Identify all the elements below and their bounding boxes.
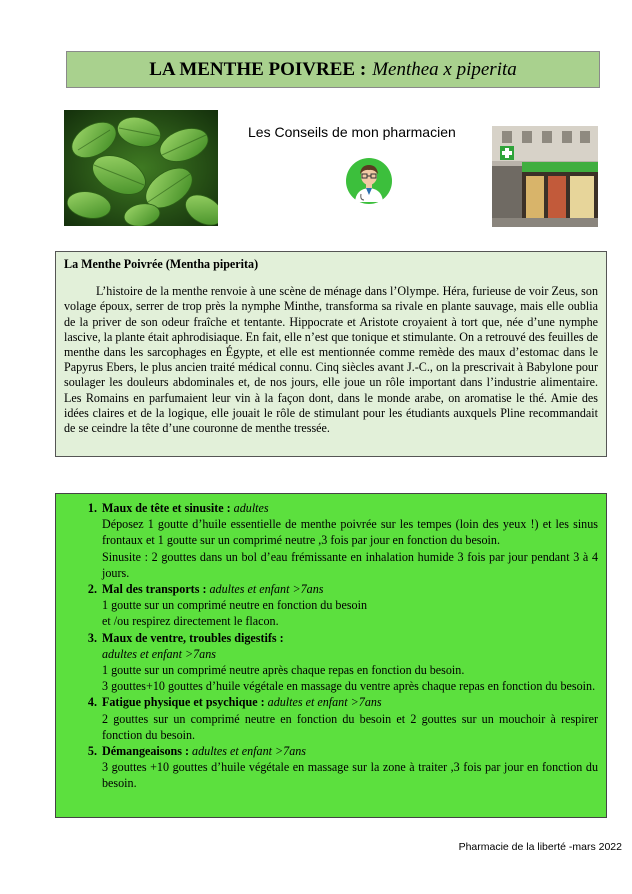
advice-item-travel <box>100 581 598 630</box>
history-text: L’histoire de la menthe renvoie à une scène de ménage dans l’Olympe. Héra, furieuse de voir Zeus, son volage époux, serrer de trop près la nymphe Minthe, transforma sa rivale en plante sauvage, mais elle oublia de la priver de son odeur fraîche et tentante. Hippocrate et Aristote croyaient à tort que, née d’une nymphe lascive, la plante était aphrodisiaque. En fait, elle n’est que tonique et stimulante. On a retrouvé des feuilles de menthe dans les sarcophages en Égypte, et elle est mentionnée comme remède des maux d’estomac dans le Papyrus Ebers, le plus ancien traité médical connu. Cinq siècles avant J.-C., on la prescrivait à Babylone pour soulager les douleurs abdominales et, de nos jours, elle joue un rôle important dans l’industrie alimentaire. Les Romains en parfumaient leur vin à la façon dont, dans le monde arabe, on aromatise le thé. Amie des idées claires et de la logique, elle jouait le rôle de stimulant pour les étudiants auxquels Pline recommandait de se ceindre la tête d’une couronne de menthe tressée. <box>64 284 598 436</box>
advice-item-digestive <box>100 630 598 695</box>
advice-item-itching <box>100 743 598 792</box>
advice-line: Sinusite : 2 gouttes dans un bol d’eau frémissante en inhalation humide 3 fois par jour pendant 3 à 4 jours. <box>102 549 598 580</box>
advice-audience: adultes et enfant >7ans <box>267 695 382 710</box>
advice-heading: Démangeaisons : <box>102 744 190 759</box>
advice-line: 1 goutte sur un comprimé neutre en fonction du besoin <box>102 598 367 613</box>
advice-line: 1 goutte sur un comprimé neutre après chaque repas en fonction du besoin. <box>102 663 465 678</box>
advice-line: 3 gouttes+10 gouttes d’huile végétale en massage du ventre après chaque repas en fonction du besoin. <box>102 679 596 694</box>
mint-leaves-photo <box>64 110 218 226</box>
footer-credit: Pharmacie de la liberté -mars 2022 <box>458 841 622 853</box>
advice-audience: adultes et enfant >7ans <box>102 646 216 661</box>
pharmacist-avatar-icon <box>346 158 392 204</box>
advice-heading: Maux de tête et sinusite : <box>102 501 231 515</box>
tagline: Les Conseils de mon pharmacien <box>248 124 456 140</box>
advice-list <box>56 500 598 792</box>
advice-line: 3 gouttes +10 gouttes d’huile végétale en massage sur la zone à traiter ,3 fois par jour en fonction du besoin. <box>102 760 598 791</box>
scientific-name: Menthea x piperita <box>372 58 517 80</box>
advice-heading: Mal des transports : <box>102 582 207 597</box>
page-title: LA MENTHE POIVREE : <box>149 58 367 80</box>
title-banner <box>66 51 600 88</box>
history-title: La Menthe Poivrée (Mentha piperita) <box>64 257 259 271</box>
advice-audience: adultes <box>233 501 269 515</box>
pharmacy-storefront-photo <box>492 126 598 227</box>
advice-item-headache <box>100 500 598 581</box>
advice-line: 2 gouttes sur un comprimé neutre en fonction du besoin et 2 gouttes sur un mouchoir à respirer fonction du besoin. <box>102 711 598 742</box>
advice-audience: adultes et enfant >7ans <box>209 582 324 597</box>
advice-item-fatigue <box>100 694 598 743</box>
advice-section <box>55 493 607 818</box>
advice-line: Déposez 1 goutte d’huile essentielle de menthe poivrée sur les tempes (loin des yeux !) et les sinus frontaux et 1 goutte sur un comprimé neutre ,3 fois par jour en fonction du besoin. <box>102 517 598 548</box>
advice-line: et /ou respirez directement le flacon. <box>102 614 279 629</box>
advice-heading: Maux de ventre, troubles digestifs : <box>102 630 284 645</box>
history-section <box>55 251 607 457</box>
advice-audience: adultes et enfant >7ans <box>192 744 307 759</box>
advice-heading: Fatigue physique et psychique : <box>102 695 265 710</box>
